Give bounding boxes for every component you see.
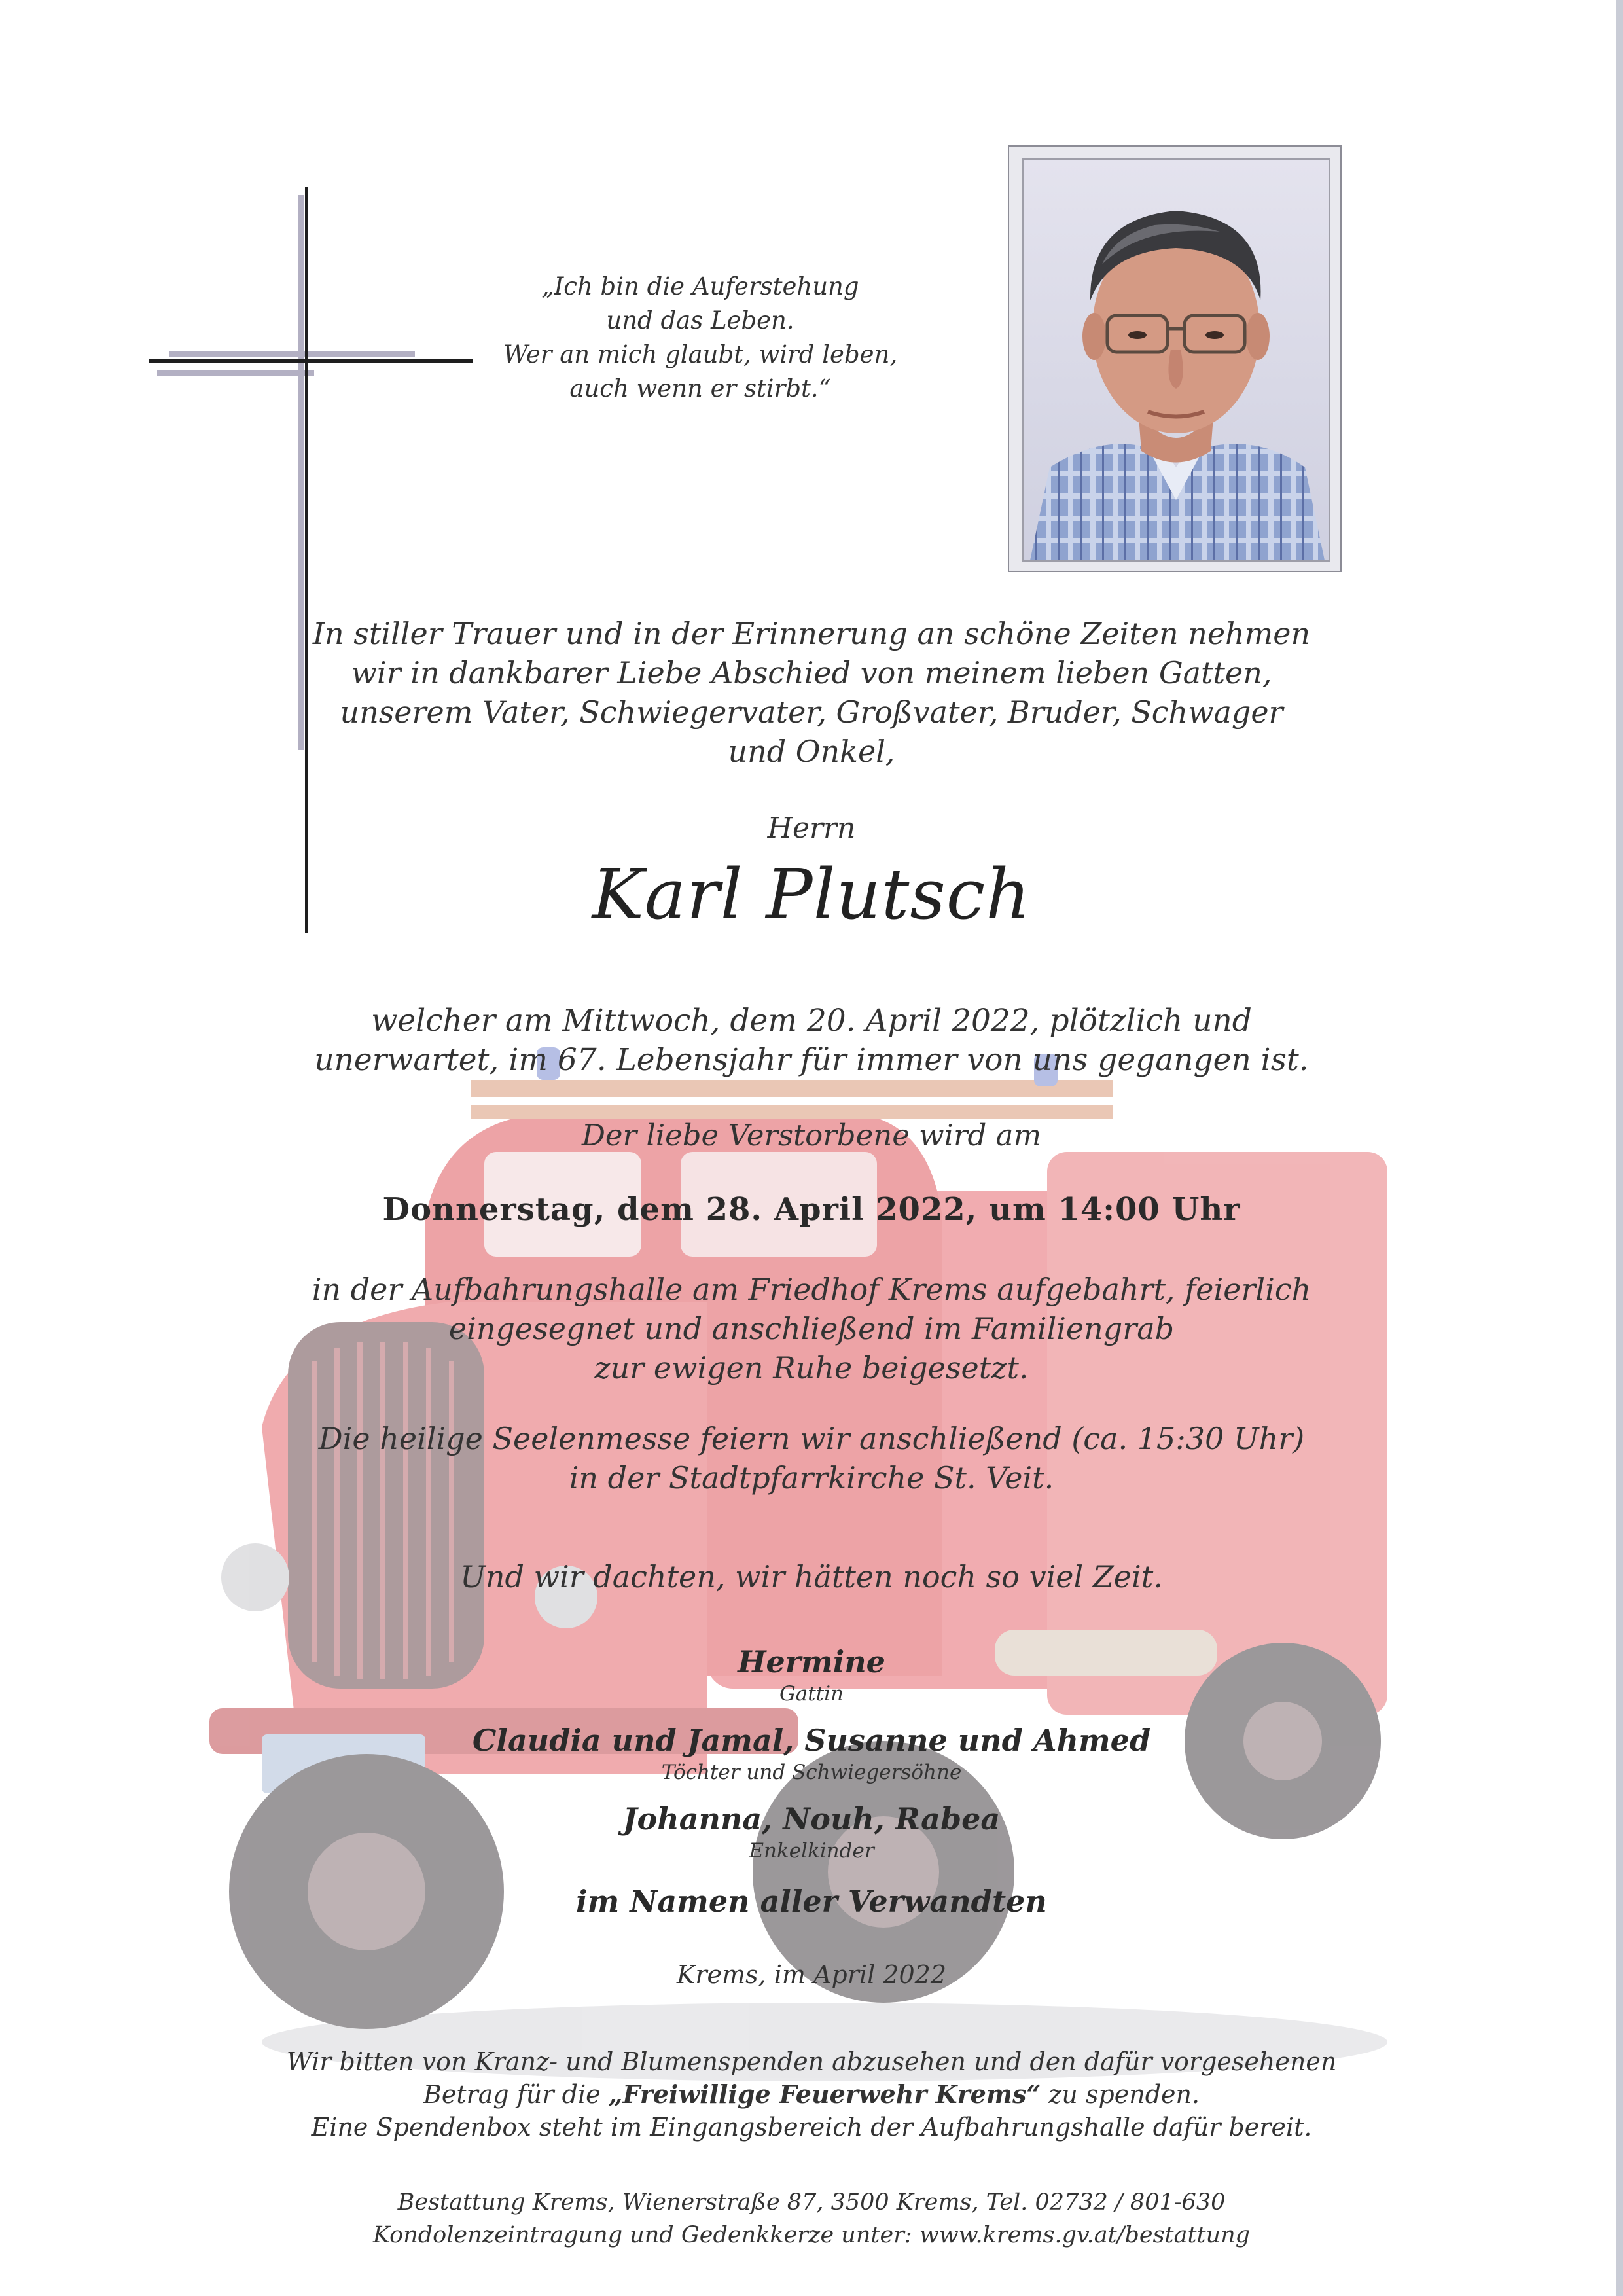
place-line: zur ewigen Ruhe beigesetzt. xyxy=(594,1350,1029,1386)
family-member-role: Töchter und Schwiegersöhne xyxy=(661,1761,962,1784)
quote-line: Wer an mich glaubt, wird leben, xyxy=(503,340,898,368)
closing-line: im Namen aller Verwandten xyxy=(576,1884,1047,1919)
family-member-role: Enkelkinder xyxy=(749,1839,874,1863)
person-portrait-icon xyxy=(1022,158,1330,562)
donation-request xyxy=(0,2045,1623,2144)
funeral-date: Donnerstag, dem 28. April 2022, um 14:00 Uhr xyxy=(382,1191,1241,1228)
intro-line: und Onkel, xyxy=(728,734,895,769)
donation-line: Wir bitten von Kranz- und Blumenspenden abzusehen und den dafür vorgesehenen xyxy=(286,2047,1337,2076)
fire-truck-icon xyxy=(209,1021,1440,2094)
intro-line: In stiller Trauer und in der Erinnerung an schöne Zeiten nehmen xyxy=(312,616,1311,651)
death-line: unerwartet, im 67. Lebensjahr für immer von uns gegangen ist. xyxy=(314,1042,1309,1078)
salutation: Herrn xyxy=(767,812,856,845)
donation-text: Betrag für die xyxy=(423,2080,609,2109)
intro-line: unserem Vater, Schwiegervater, Großvater, Bruder, Schwager xyxy=(340,694,1283,730)
family-list xyxy=(0,1643,1623,1878)
family-member-name: Hermine xyxy=(738,1644,885,1679)
family-member-name: Claudia und Jamal, Susanne und Ahmed xyxy=(472,1723,1151,1758)
location-date: Krems, im April 2022 xyxy=(676,1960,947,1989)
place-line: eingesegnet und anschließend im Familiengrab xyxy=(448,1311,1175,1346)
donation-line xyxy=(0,2078,1623,2111)
family-member-name: Johanna, Nouh, Rabea xyxy=(622,1801,1001,1837)
quote-line: und das Leben. xyxy=(606,306,794,334)
donation-organization: „Freiwillige Feuerwehr Krems“ xyxy=(608,2079,1041,2109)
memorial-mass xyxy=(0,1419,1623,1498)
donation-text: zu spenden. xyxy=(1041,2080,1200,2109)
mass-line: in der Stadtpfarrkirche St. Veit. xyxy=(569,1460,1054,1496)
condolence-info: Kondolenzeintragung und Gedenkkerze unter: www.krems.gv.at/bestattung xyxy=(372,2222,1251,2248)
quote-line: „Ich bin die Auferstehung xyxy=(541,272,859,300)
mass-line: Die heilige Seelenmesse feiern wir anschließend (ca. 15:30 Uhr) xyxy=(318,1421,1305,1456)
portrait-frame xyxy=(1008,145,1342,572)
deceased-name: Karl Plutsch xyxy=(592,854,1031,935)
place-line: in der Aufbahrungshalle am Friedhof Krems aufgebahrt, feierlich xyxy=(312,1272,1311,1307)
bible-quote xyxy=(497,270,903,406)
death-line: welcher am Mittwoch, dem 20. April 2022, plötzlich und xyxy=(371,1003,1252,1039)
family-member-role: Gattin xyxy=(779,1682,844,1706)
footer xyxy=(0,2186,1623,2251)
intro-line: wir in dankbarer Liebe Abschied von meinem lieben Gatten, xyxy=(351,655,1272,691)
funeral-intro: Der liebe Verstorbene wird am xyxy=(581,1118,1042,1153)
death-notice xyxy=(0,1001,1623,1080)
funeral-place xyxy=(0,1270,1623,1388)
remembrance-line: Und wir dachten, wir hätten noch so viel Zeit. xyxy=(460,1559,1163,1594)
intro-text xyxy=(0,614,1623,771)
donation-line: Eine Spendenbox steht im Eingangsbereich der Aufbahrungshalle dafür bereit. xyxy=(311,2113,1312,2142)
quote-line: auch wenn er stirbt.“ xyxy=(569,374,831,403)
funeral-home-address: Bestattung Krems, Wienerstraße 87, 3500 Krems, Tel. 02732 / 801-630 xyxy=(397,2189,1226,2215)
